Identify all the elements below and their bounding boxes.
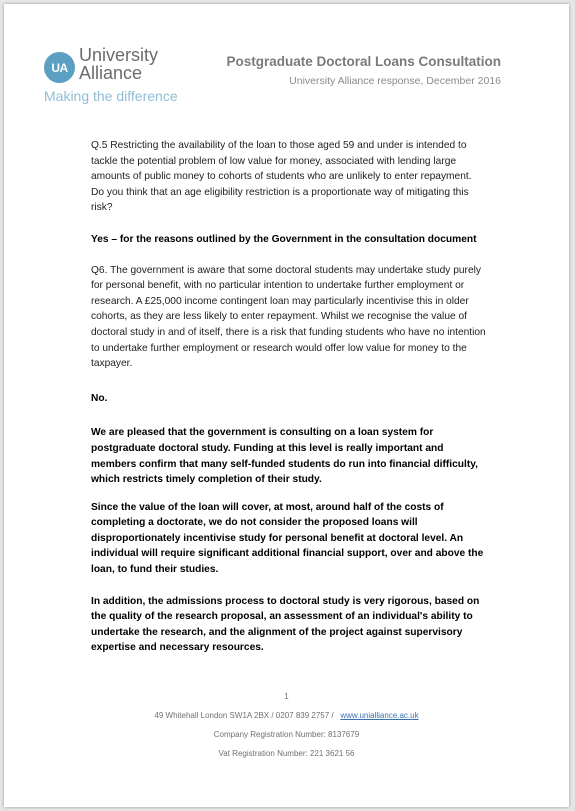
answer-6-paragraph-1: We are pleased that the government is consulting on a loan system for postgraduate doctoral study. Funding at this level is really important and members confirm that many self-funded students do run into financial difficulty, which restricts timely completion of their study. [91, 427, 478, 486]
document-body [91, 138, 486, 656]
logo-wordmark [79, 46, 158, 82]
company-registration: Company Registration Number: 8137679 [213, 730, 360, 739]
answer-6-paragraph-2: Since the value of the loan will cover, at most, around half of the costs of completing a doctorate, we do not consider the proposed loans will disproportionately incentivise study for personal benefit at doctoral level. An individual will require significant additional financial support, over and above the loan, to fund their studies. [91, 501, 484, 576]
logo-tagline: Making the difference [44, 88, 178, 104]
answer-6-paragraph-3: In addition, the admissions process to doctoral study is very rigorous, based on the quality of the research proposal, an assessment of an individual's ability to undertake the research, and the alignment of the project against supervisory expertise and necessary resources. [91, 595, 480, 654]
page-footer [4, 692, 569, 759]
document-page [4, 4, 569, 807]
vat-registration: Vat Registration Number: 221 3621 56 [218, 749, 355, 758]
question-6: Q6. The government is aware that some doctoral students may undertake study purely for personal benefit, with no particular intention to undertake further employment or research. A £25,000 income contingent loan may particularly incentivise this in older cohorts, as they are less likely to enter repayment. Whilst we recognise the value of doctoral study in and of itself, there is a risk that funding students who have no intention to undertake further employment or research would offer low value for money to the taxpayer. [91, 264, 486, 370]
ua-badge-icon: UA [44, 52, 75, 83]
footer-contact-line [4, 711, 569, 721]
answer-6: No. [91, 392, 108, 404]
logo-line-1: University [79, 45, 159, 65]
footer-address: 49 Whitehall London SW1A 2BX / 0207 839 2757 / [154, 711, 334, 720]
document-subtitle: University Alliance response, December 2016 [289, 75, 501, 87]
website-link[interactable]: www.unialliance.ac.uk [340, 711, 419, 720]
document-title: Postgraduate Doctoral Loans Consultation [226, 54, 501, 69]
question-5: Q.5 Restricting the availability of the loan to those aged 59 and under is intended to tackle the potential problem of low value for money, associated with lending large amounts of public money to cohorts of students who are unlikely to enter repayment. Do you think that an age eligibility restriction is a proportionate way of mitigating this risk? [91, 140, 472, 214]
page-number: 1 [284, 692, 289, 701]
logo-line-2: Alliance [79, 63, 143, 83]
answer-5: Yes – for the reasons outlined by the Government in the consultation document [91, 233, 477, 245]
